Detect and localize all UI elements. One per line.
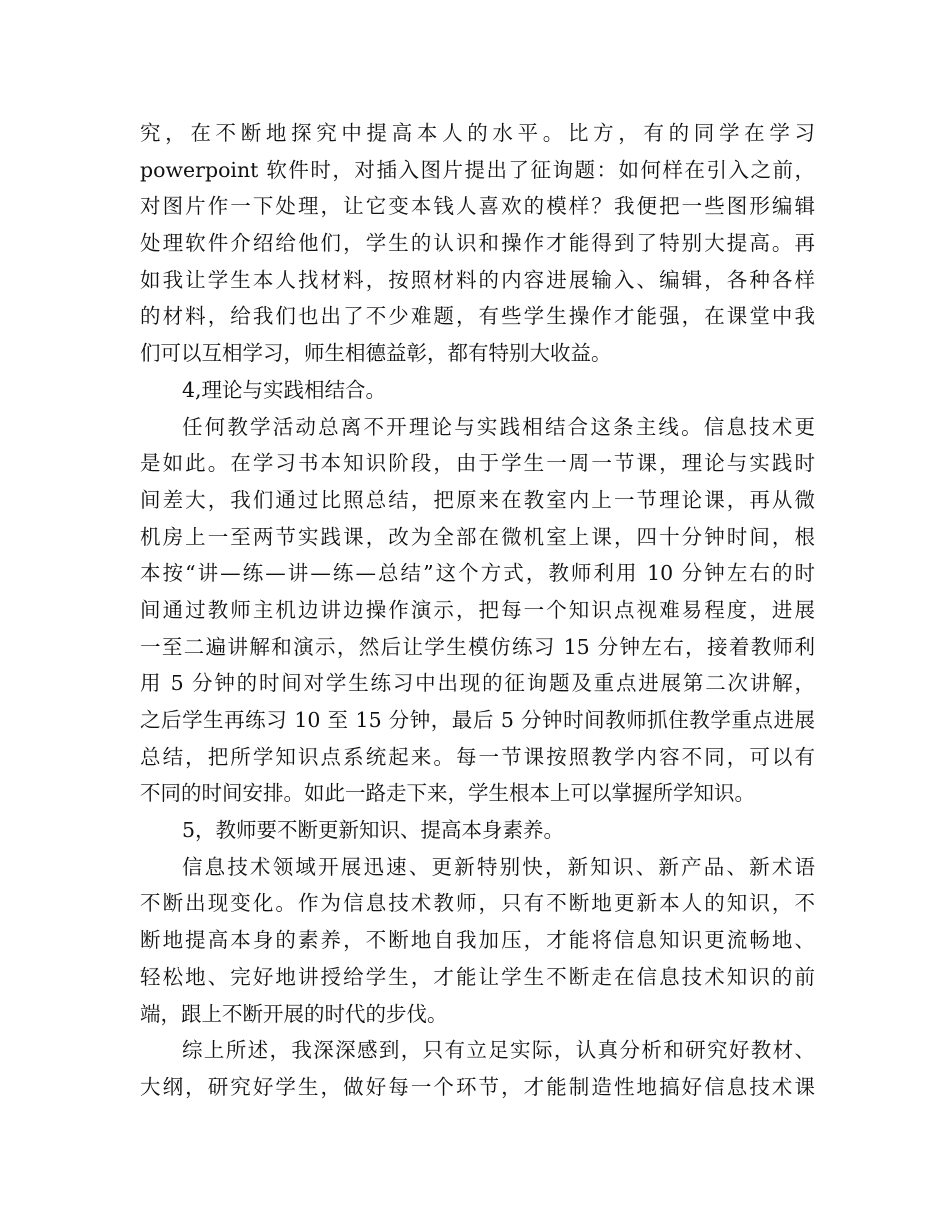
- document-text-line: 4,理论与实践相结合。: [182, 377, 387, 402]
- document-text-line: 总结，把所学知识点系统起来。每一节课按照教学内容不同，可以有: [140, 744, 815, 769]
- document-text-line: 是如此。在学习书本知识阶段，由于学生一周一节课，理论与实践时: [140, 451, 815, 476]
- document-text-line: 本按“讲—练—讲—练—总结”这个方式，教师利用 10 分钟左右的时: [140, 561, 815, 586]
- document-text-line: 究，在不断地探究中提高本人的水平。比方，有的同学在学习: [140, 121, 815, 145]
- document-text-line: 机房上一至两节实践课，改为全部在微机室上课，四十分钟时间，根: [140, 524, 815, 549]
- document-text-line: 断地提高本身的素养，不断地自我加压，才能将信息知识更流畅地、: [140, 928, 815, 953]
- document-text-line: 的材料，给我们也出了不少难题，有些学生操作才能强，在课堂中我: [140, 304, 815, 329]
- document-text-line: 不断出现变化。作为信息技术教师，只有不断地更新本人的知识，不: [140, 891, 815, 916]
- document-text-line: 不同的时间安排。如此一路走下来，学生根本上可以掌握所学知识。: [140, 781, 755, 806]
- document-text-line: 5，教师要不断更新知识、提高本身素养。: [182, 818, 565, 843]
- document-text-line: 之后学生再练习 10 至 15 分钟，最后 5 分钟时间教师抓住教学重点进展: [140, 708, 815, 732]
- document-text-line: 轻松地、完好地讲授给学生，才能让学生不断走在信息技术知识的前: [140, 964, 815, 989]
- document-text-line: 们可以互相学习，师生相德益彰，都有特别大收益。: [140, 341, 612, 366]
- document-text-line: 综上所述，我深深感到，只有立足实际，认真分析和研究好教材、: [182, 1038, 815, 1063]
- document-text-line: 信息技术领域开展迅速、更新特别快，新知识、新产品、新术语: [182, 854, 815, 879]
- document-text-line: 任何教学活动总离不开理论与实践相结合这条主线。信息技术更: [182, 414, 815, 439]
- document-text-line: 如我让学生本人找材料，按照材料的内容进展输入、编辑，各种各样: [140, 267, 815, 292]
- document-text-line: 一至二遍讲解和演示，然后让学生模仿练习 15 分钟左右，接着教师利: [140, 634, 815, 659]
- document-text-line: powerpoint 软件时，对插入图片提出了征询题：如何样在引入之前，: [140, 157, 815, 182]
- document-text-line: 间通过教师主机边讲边操作演示，把每一个知识点视难易程度，进展: [140, 597, 815, 622]
- document-text-line: 用 5 分钟的时间对学生练习中出现的征询题及重点进展第二次讲解，: [140, 671, 815, 696]
- document-text-line: 处理软件介绍给他们，学生的认识和操作才能得到了特别大提高。再: [140, 231, 815, 256]
- document-text-line: 对图片作一下处理，让它变本钱人喜欢的模样？我便把一些图形编辑: [140, 194, 815, 219]
- document-text-line: 大纲，研究好学生，做好每一个环节，才能制造性地搞好信息技术课: [140, 1074, 815, 1099]
- document-text-line: 端，跟上不断开展的时代的步伐。: [140, 1001, 448, 1026]
- document-body: [140, 115, 815, 1106]
- document-text-line: 间差大，我们通过比照总结，把原来在教室内上一节理论课，再从微: [140, 487, 815, 512]
